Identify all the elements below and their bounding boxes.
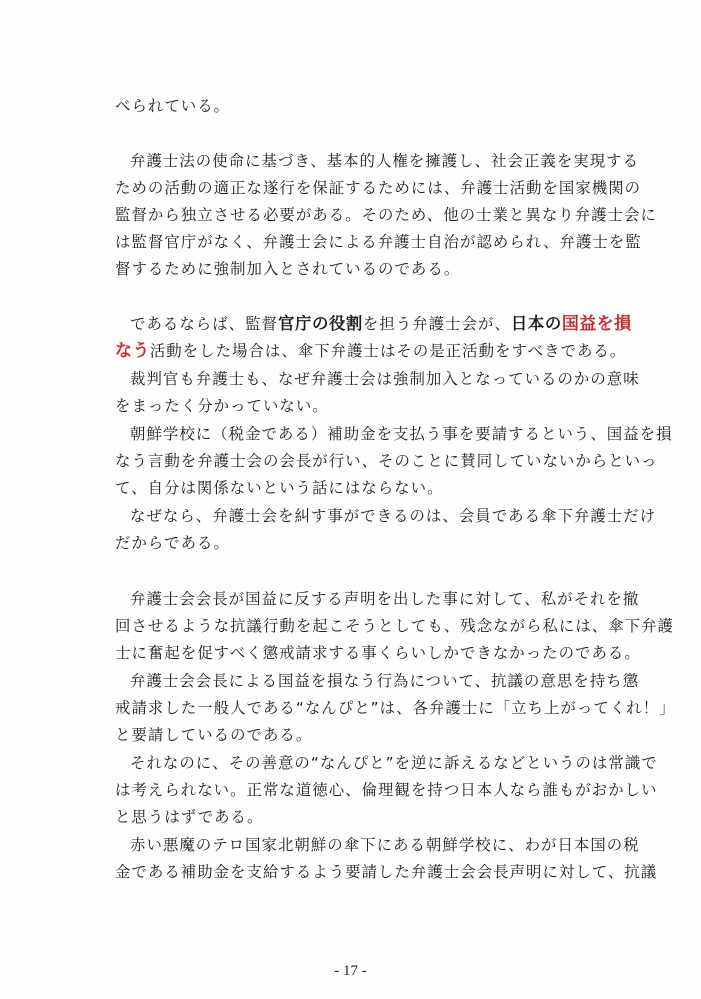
text-line: それなのに、その善意の“なんぴと”を逆に訴えるなどというのは常識で	[130, 754, 658, 772]
text-run: 活動をした場合は、傘下弁護士はその是正活動をすべきである。	[149, 342, 627, 360]
text-line: 赤い悪魔のテロ国家北朝鮮の傘下にある朝鮮学校に、わが日本国の税	[130, 836, 640, 854]
text-line: をまったく分かっていない。	[115, 397, 329, 415]
text-line: 弁護士法の使命に基づき、基本的人権を擁護し、社会正義を実現する	[130, 152, 640, 170]
text-line: と要請しているのである。	[115, 726, 313, 744]
text-line: 裁判官も弁護士も、なぜ弁護士会は強制加入となっているのかの意味	[130, 370, 640, 388]
text-line: 金である補助金を支給するよう要請した弁護士会会長声明に対して、抗議	[115, 863, 658, 881]
text-line: 弁護士会会長による国益を損なう行為について、抗議の意思を持ち懲	[130, 672, 640, 690]
text-line: なう言動を弁護士会の会長が行い、そのことに賛同していないからといっ	[115, 452, 658, 470]
text-line: べられている。	[115, 97, 231, 115]
text-line-emphasis	[130, 313, 630, 335]
text-line-emphasis	[115, 340, 627, 362]
red-bold-text: なう	[115, 341, 150, 361]
text-line: は監督官庁がなく、弁護士会による弁護士自治が認められ、弁護士を監	[115, 233, 642, 251]
text-line: 監督から独立させる必要がある。そのため、他の士業と異なり弁護士会に	[115, 206, 657, 224]
text-line: ための活動の適正な遂行を保証するためには、弁護士活動を国家機関の	[115, 179, 642, 197]
text-line: 朝鮮学校に（税金である）補助金を支払う事を要請するという、国益を損	[130, 425, 673, 443]
text-line: なぜなら、弁護士会を糾す事ができるのは、会員である傘下弁護士だけ	[130, 507, 657, 525]
text-line: 士に奮起を促すべく懲戒請求する事くらいしかできなかったのである。	[115, 644, 641, 662]
text-line: 戒請求した一般人である“なんぴと”は、各弁護士に「立ち上がってくれ！」	[115, 699, 676, 717]
page-number: - 17 -	[334, 963, 367, 979]
text-line: だからである。	[115, 534, 230, 552]
bold-text: 官庁の役割	[277, 314, 363, 333]
text-line: 弁護士会会長が国益に反する声明を出した事に対して、私がそれを撤	[130, 590, 640, 608]
text-line: 督するために強制加入とされているのである。	[115, 260, 461, 278]
text-run: を担う弁護士会が、	[362, 315, 511, 333]
red-bold-text: 国益を損	[561, 314, 632, 334]
text-line: は考えられない。正常な道徳心、倫理観を持つ日本人なら誰もがおかしい	[115, 781, 658, 799]
text-line: と思うはずである。	[115, 808, 264, 826]
text-line: て、自分は関係ないという話にはならない。	[115, 479, 444, 497]
text-run: であるならば、監督	[130, 315, 278, 333]
bold-text: 日本の	[510, 314, 562, 333]
text-line: 回させるような抗議行動を起こそうとしても、残念ながら私には、傘下弁護	[115, 617, 674, 635]
